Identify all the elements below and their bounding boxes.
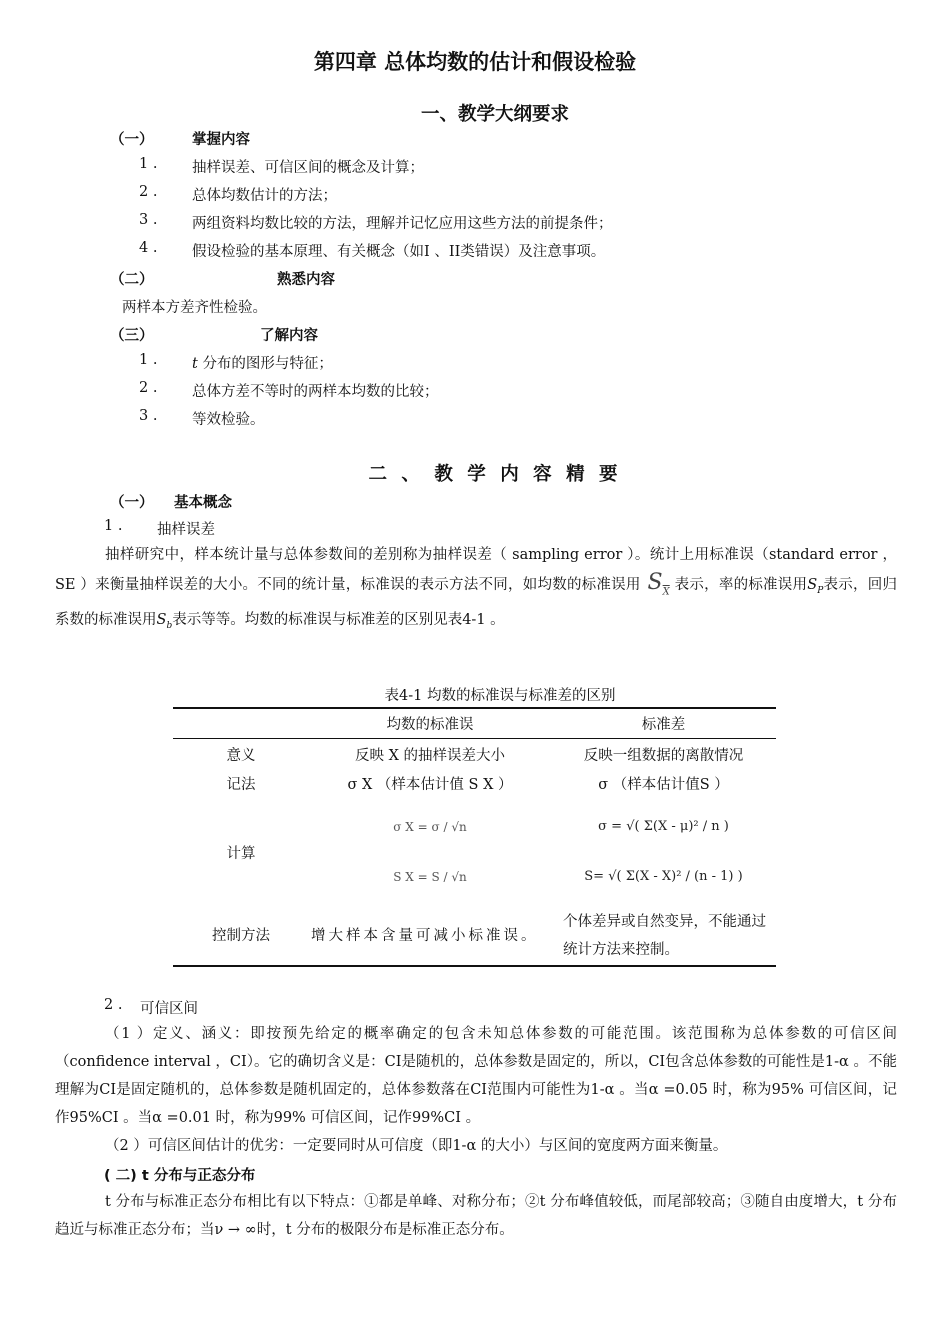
list-item-text: 分布的图形与特征； — [202, 356, 333, 372]
group3-title: 了解内容 — [260, 328, 318, 344]
sub1-title: 基本概念 — [174, 495, 232, 511]
table-row — [173, 769, 776, 797]
para1-text-a: 抽样研究中，样本统计量与总体参数间的差别称为抽样误差（ sampling error ）。统计上用标准误（standard error ，SE ）来衡量抽样误差的大小。不同的统计量，标准误的表示方法不同，如均数的标准误用 — [55, 547, 897, 593]
table-header-cell: 均数的标准误 — [309, 708, 551, 739]
formula-s: S= √( Σ(X - X)² / (n - 1) ) — [584, 869, 743, 884]
para1-text-b: 表示，率的标准误用 — [674, 577, 808, 593]
group2-body: 两样本方差齐性检验。 — [122, 300, 267, 316]
list-item: 两组资料均数比较的方法，理解并记忆应用这些方法的前提条件； — [192, 216, 613, 232]
row-label: 控制方法 — [212, 928, 270, 944]
t-symbol: t — [192, 356, 198, 372]
section2-heading: 二 、 教 学 内 容 精 要 — [368, 464, 622, 485]
paragraph-confidence-interval: （1 ）定义、涵义：即按预先给定的概率确定的包含未知总体参数的可能范围。该范围称为总体参数的可信区间（confidence interval ，CI）。它的确切含义是：CI是随机的，总体参数是固定的，所以，CI包含总体参数的可能性是1-α 。不能理解为CI是固定随机的，总体参数是随机固定的，总体参数落在CI范围内可能性为1-α 。当α =0.05 时，称为95% 可信区间，记作95%CI 。当α =0.01 时，称为99% 可信区间，记作99%CI 。 — [55, 1026, 897, 1126]
table-row — [173, 797, 776, 907]
list-item-num: 2 . — [139, 184, 158, 200]
para1-text-d: 表示等等。均数的标准误与标准差的区别见表4-1 。 — [172, 612, 505, 629]
group1-title: 掌握内容 — [192, 132, 250, 148]
item2-num: 2 . — [104, 997, 123, 1013]
list-item-num: 3 . — [139, 408, 158, 424]
table-caption: 表4-1 均数的标准误与标准差的区别 — [384, 688, 616, 704]
paragraph-ci-quality: （2 ）可信区间估计的优劣：一定要同时从可信度（即1-α 的大小）与区间的宽度两方面来衡量。 — [105, 1138, 728, 1154]
table-cell — [309, 797, 551, 907]
formula-s-xbar: S X = S / √n — [393, 870, 467, 884]
page-title: 第四章 总体均数的估计和假设检验 — [313, 50, 637, 74]
table-cell: 反映 X 的抽样误差大小 — [354, 747, 506, 764]
list-item-num: 3 . — [139, 212, 158, 228]
section1-heading: 一、教学大纲要求 — [420, 104, 569, 125]
table-row — [173, 907, 776, 966]
group2-label: （二） — [110, 272, 154, 288]
list-item: 抽样误差、可信区间的概念及计算； — [192, 160, 424, 176]
comparison-table — [173, 707, 776, 967]
paragraph-standard-error — [55, 541, 897, 640]
list-item-num: 1 . — [139, 352, 158, 368]
list-item: 假设检验的基本原理、有关概念（如I 、II类错误）及注意事项。 — [192, 244, 606, 260]
mean-se-symbol — [647, 570, 670, 598]
list-item: 等效检验。 — [192, 412, 265, 428]
mean-se-letter: S — [647, 570, 663, 595]
list-item-num: 4 . — [139, 240, 158, 256]
sub2-heading — [104, 1164, 255, 1185]
table-row — [173, 739, 776, 770]
table-cell: 反映一组数据的离散情况 — [583, 747, 744, 764]
item1-title: 抽样误差 — [157, 522, 215, 538]
list-item-num: 1 . — [139, 156, 158, 172]
paragraph-t-distribution: t 分布与标准正态分布相比有以下特点：①都是单峰、对称分布；②t 分布峰值较低，而尾部较高；③随自由度增大，t 分布趋近与标准正态分布；当ν → ∞时，t 分布的极限分布是标准正态分布。 — [55, 1194, 897, 1238]
list-item-num: 2 . — [139, 380, 158, 396]
table-cell — [551, 797, 776, 907]
list-item: 总体方差不等时的两样本均数的比较； — [192, 384, 439, 400]
sub2-label: ( 二) — [104, 1168, 137, 1184]
formula-sigma: σ = √( Σ(X - μ)² / n ) — [598, 819, 729, 834]
row-label: 记法 — [226, 776, 256, 793]
sub1-label: （一） — [110, 495, 154, 511]
row-label: 计算 — [226, 845, 256, 862]
sp-symbol: S — [807, 577, 818, 593]
list-item — [192, 352, 333, 373]
table-cell: σ X （样本估计值 S X ） — [347, 776, 513, 793]
row-label: 意义 — [226, 747, 256, 764]
para1-text-c: 表示，回归系数的标准误用 — [55, 577, 898, 629]
table-cell: σ （样本估计值S ） — [598, 776, 729, 793]
table-header-row — [173, 708, 776, 739]
group3-label: （三） — [110, 328, 154, 344]
table-header-cell — [173, 708, 309, 739]
group1-label: （一） — [110, 132, 154, 148]
sp-sub: P — [817, 585, 824, 596]
sb-sub: b — [166, 621, 173, 632]
table-cell: 个体差异或自然变异，不能通过统计方法来控制。 — [563, 914, 766, 958]
mean-se-sub: X — [662, 586, 670, 598]
item1-num: 1 . — [104, 518, 123, 534]
formula-sigma-xbar: σ X = σ / √n — [393, 820, 467, 834]
sub2-title: t 分布与正态分布 — [141, 1168, 256, 1184]
group2-title: 熟悉内容 — [277, 272, 335, 288]
item2-title: 可信区间 — [140, 1001, 198, 1017]
table-cell: 增大样本含量可减小标准误。 — [311, 928, 539, 944]
sb-symbol: S — [156, 612, 167, 629]
table-header-cell: 标准差 — [551, 708, 776, 739]
list-item: 总体均数估计的方法； — [192, 188, 337, 204]
